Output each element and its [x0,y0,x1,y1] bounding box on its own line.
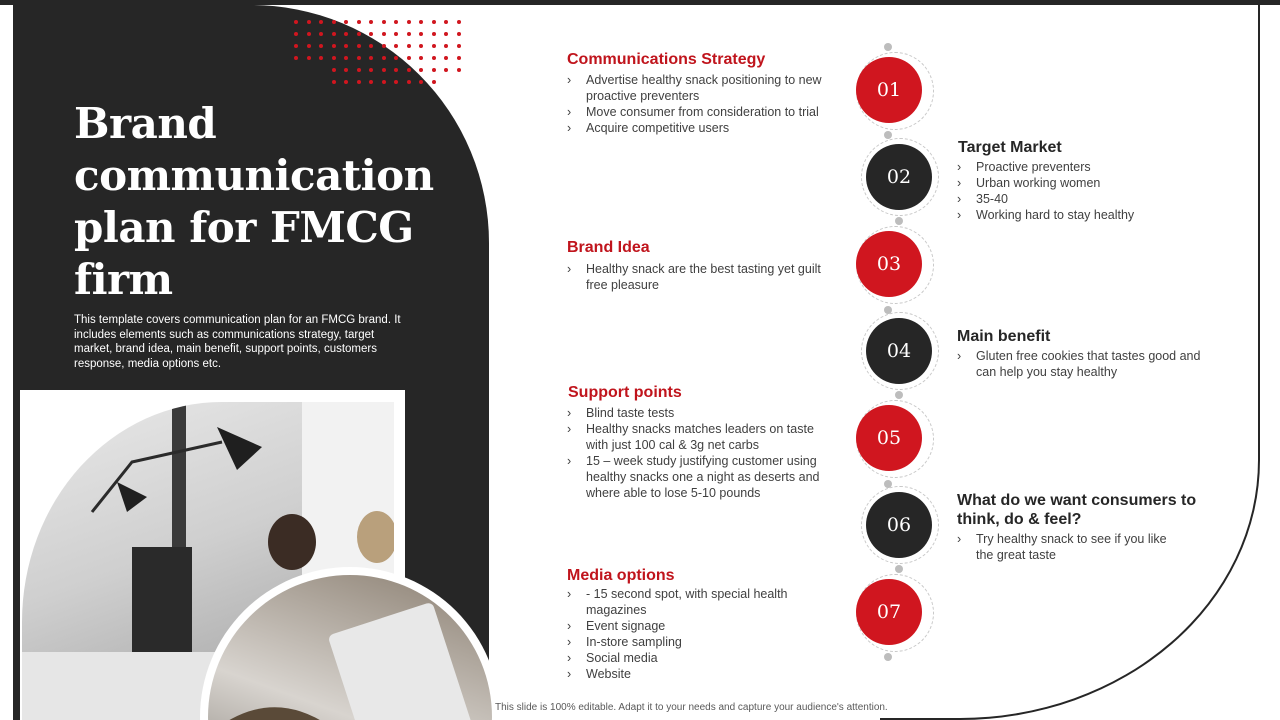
pattern-dot [382,32,386,36]
list-item: › Gluten free cookies that tastes good and can help you stay healthy [957,348,1207,380]
pattern-dot [419,44,423,48]
pattern-dot [294,32,298,36]
pattern-dot [407,80,411,84]
pattern-dot [432,44,436,48]
list-item: › Social media [567,650,807,666]
pattern-dot [457,20,461,24]
pattern-dot [444,44,448,48]
pattern-dot [357,80,361,84]
list-item: › Acquire competitive users [567,120,847,136]
main-benefit-list [957,348,1207,380]
pattern-dot [394,68,398,72]
list-item: › 35-40 [957,191,1217,207]
media-options-list [567,586,807,682]
step-05-badge: 05 [856,405,922,471]
pattern-dot [432,56,436,60]
support-points-list [567,405,837,501]
pattern-dot [369,56,373,60]
support-points-title: Support points [568,384,682,401]
communications-strategy-title: Communications Strategy [567,51,766,68]
pattern-dot [407,44,411,48]
pattern-dot [419,56,423,60]
pattern-dot [357,44,361,48]
pattern-dot [369,80,373,84]
list-item: › Advertise healthy snack positioning to new proactive preventers [567,72,847,104]
timeline-dot [895,217,903,225]
footer-note: This slide is 100% editable. Adapt it to your needs and capture your audience's attention. [495,702,888,713]
list-item: › - 15 second spot, with special health magazines [567,586,807,618]
pattern-dot [419,20,423,24]
pattern-dot [357,68,361,72]
consumer-response-title: What do we want consumers to think, do & feel? [957,492,1197,528]
pattern-dot [382,68,386,72]
pattern-dot [332,44,336,48]
timeline-dot [884,43,892,51]
communications-strategy-list [567,72,847,136]
pattern-dot [344,20,348,24]
list-item: › Working hard to stay healthy [957,207,1217,223]
pattern-dot [382,20,386,24]
slide-title: Brand communication plan for FMCG firm [74,99,434,304]
pattern-dot [344,56,348,60]
timeline-dot [895,391,903,399]
step-03-badge: 03 [856,231,922,297]
pattern-dot [394,56,398,60]
pattern-dot [357,56,361,60]
pattern-dot [294,56,298,60]
pattern-dot [407,56,411,60]
step-01-badge: 01 [856,57,922,123]
pattern-dot [457,68,461,72]
pattern-dot [457,44,461,48]
pattern-dot [394,44,398,48]
main-benefit-title: Main benefit [957,328,1051,345]
pattern-dot [432,20,436,24]
pattern-dot [369,20,373,24]
pattern-dot [294,20,298,24]
dot-pattern [294,20,464,86]
pattern-dot [444,32,448,36]
pattern-dot [319,56,323,60]
pattern-dot [457,56,461,60]
list-item: › Event signage [567,618,807,634]
pattern-dot [407,20,411,24]
pattern-dot [319,44,323,48]
timeline-dot [884,653,892,661]
pattern-dot [344,80,348,84]
pattern-dot [357,20,361,24]
step-04-badge: 04 [866,318,932,384]
list-item: › In-store sampling [567,634,807,650]
brand-idea-title: Brand Idea [567,239,650,256]
list-item: › Try healthy snack to see if you like the great taste [957,531,1177,563]
pattern-dot [369,44,373,48]
pattern-dot [332,32,336,36]
pattern-dot [432,80,436,84]
list-item: › Healthy snacks matches leaders on taste with just 100 cal & 3g net carbs [567,421,837,453]
pattern-dot [332,80,336,84]
list-item: › 15 – week study justifying customer using healthy snacks one a night as deserts and where able to lose 5-10 pounds [567,453,837,501]
pattern-dot [344,68,348,72]
list-item: › Healthy snack are the best tasting yet guilt free pleasure [567,261,827,293]
step-06-badge: 06 [866,492,932,558]
timeline-dot [884,131,892,139]
pattern-dot [369,32,373,36]
pattern-dot [419,68,423,72]
timeline [850,40,940,670]
pattern-dot [332,68,336,72]
list-item: › Move consumer from consideration to trial [567,104,847,120]
step-07-badge: 07 [856,579,922,645]
target-market-title: Target Market [958,139,1062,156]
pattern-dot [307,56,311,60]
brand-idea-list [567,261,827,293]
step-02-badge: 02 [866,144,932,210]
pattern-dot [382,44,386,48]
pattern-dot [407,32,411,36]
list-item: › Website [567,666,807,682]
pattern-dot [382,80,386,84]
pattern-dot [444,68,448,72]
pattern-dot [394,20,398,24]
list-item: › Proactive preventers [957,159,1217,175]
pattern-dot [394,32,398,36]
pattern-dot [394,80,398,84]
pattern-dot [319,32,323,36]
target-market-list [957,159,1217,223]
pattern-dot [332,20,336,24]
list-item: › Urban working women [957,175,1217,191]
timeline-dot [895,565,903,573]
pattern-dot [307,32,311,36]
list-item: › Blind taste tests [567,405,837,421]
pattern-dot [344,32,348,36]
pattern-dot [457,32,461,36]
pattern-dot [419,32,423,36]
consumer-response-list [957,531,1177,563]
pattern-dot [307,20,311,24]
pattern-dot [444,20,448,24]
pattern-dot [444,56,448,60]
pattern-dot [307,44,311,48]
pattern-dot [432,32,436,36]
pattern-dot [419,80,423,84]
pattern-dot [407,68,411,72]
media-options-title: Media options [567,567,675,584]
slide-description: This template covers communication plan for an FMCG brand. It includes elements such as communications strategy, target market, brand idea, main benefit, support points, customers response, media options etc. [74,314,401,370]
pattern-dot [382,56,386,60]
pattern-dot [332,56,336,60]
pattern-dot [357,32,361,36]
pattern-dot [369,68,373,72]
pattern-dot [432,68,436,72]
pattern-dot [294,44,298,48]
pattern-dot [344,44,348,48]
pattern-dot [319,20,323,24]
